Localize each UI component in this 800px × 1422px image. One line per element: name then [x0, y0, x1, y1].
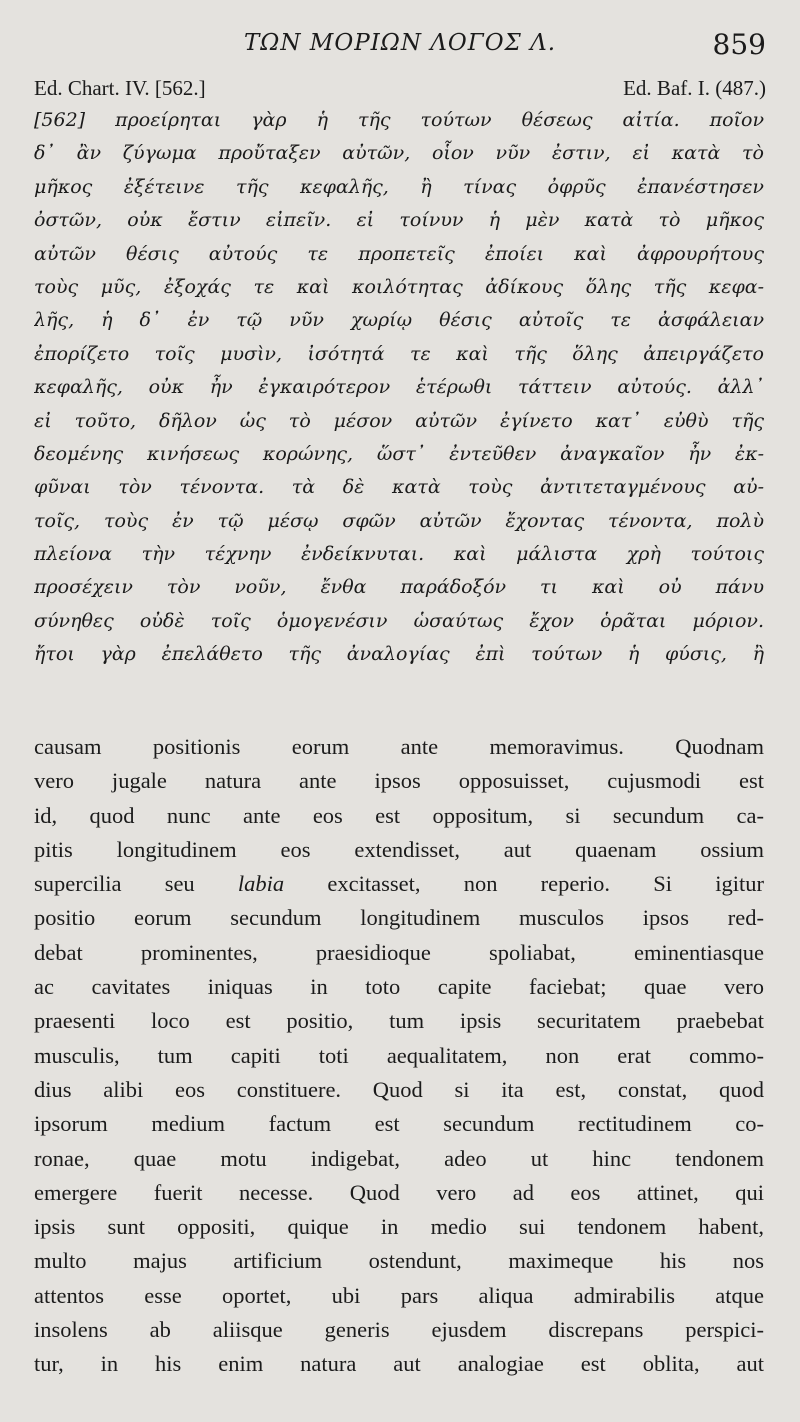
latin-line: ac cavitates iniquas in toto capite faciebat; quae vero: [34, 974, 764, 1000]
greek-line: φῦναι τὸν τένοντα. τὰ δὲ κατὰ τοὺς ἀντιτεταγμένους αὐ-: [34, 476, 764, 499]
running-title: ΤΩΝ ΜΟΡΙΩΝ ΛΟΓΟΣ Λ.: [243, 30, 557, 56]
greek-line: ὀστῶν, οὐκ ἔστιν εἰπεῖν. εἰ τοίνυν ἡ μὲν κατὰ τὸ μῆκος: [34, 209, 764, 232]
latin-line: praesenti loco est positio, tum ipsis securitatem praebebat: [34, 1008, 764, 1034]
greek-line: αὐτῶν θέσις αὐτούς τε προπετεῖς ἐποίει καὶ ἀφρουρήτους: [34, 242, 764, 265]
page-header: [0, 26, 800, 66]
greek-text-block: [34, 104, 764, 672]
edition-chart-reference: Ed. Chart. IV. [562.]: [34, 76, 206, 100]
latin-line: musculis, tum capiti toti aequalitatem, non erat commo-: [34, 1042, 764, 1068]
latin-line: supercilia seu labia excitasset, non reperio. Si igitur: [34, 871, 764, 897]
latin-line: ronae, quae motu indigebat, adeo ut hinc tendonem: [34, 1145, 764, 1171]
italic-word: labia: [237, 871, 285, 897]
latin-line: tur, in his enim natura aut analogiae est oblita, aut: [34, 1351, 764, 1377]
latin-line: ipsorum medium factum est secundum rectitudinem co-: [34, 1111, 764, 1137]
greek-line: εἰ τοῦτο, δῆλον ὡς τὸ μέσον αὐτῶν ἐγίνετο κατ᾽ εὐθὺ τῆς: [34, 409, 764, 432]
greek-line: ἐπορίζετο τοῖς μυσὶν, ἰσότητά τε καὶ τῆς ὅλης ἀπειργάζετο: [34, 342, 764, 365]
edition-references: [34, 76, 766, 102]
latin-line: dius alibi eos constituere. Quod si ita est, constat, quod: [34, 1076, 764, 1102]
greek-line: προσέχειν τὸν νοῦν, ἔνθα παράδοξόν τι καὶ οὐ πάνυ: [34, 576, 764, 599]
page-number: 859: [712, 28, 766, 61]
latin-line: positio eorum secundum longitudinem musculos ipsos red-: [34, 905, 764, 931]
latin-line: causam positionis eorum ante memoravimus. Quodnam: [34, 734, 764, 759]
greek-line: δ᾽ ἂν ζύγωμα προὔταξεν αὐτῶν, οἷον νῦν ἐστιν, εἰ κατὰ τὸ: [34, 142, 764, 165]
latin-line: insolens ab aliisque generis ejusdem discrepans perspici-: [34, 1317, 764, 1343]
greek-line: σύνηθες οὐδὲ τοῖς ὁμογενέσιν ὡσαύτως ἔχον ὁρᾶται μόριον.: [34, 609, 764, 632]
edition-basel-reference: Ed. Baf. I. (487.): [623, 76, 766, 100]
greek-line: ἤτοι γὰρ ἐπελάθετο τῆς ἀναλογίας ἐπὶ τούτων ἡ φύσις, ἢ: [34, 643, 764, 666]
latin-line: multo majus artificium ostendunt, maximeque his nos: [34, 1248, 764, 1274]
greek-line: κεφαλῆς, οὐκ ἦν ἐγκαιρότερον ἑτέρωθι τάττειν αὐτούς. ἀλλ᾽: [34, 376, 764, 399]
greek-line: τοῖς, τοὺς ἐν τῷ μέσῳ σφῶν αὐτῶν ἔχοντας τένοντα, πολὺ: [34, 509, 764, 532]
latin-line: id, quod nunc ante eos est oppositum, si secundum ca-: [34, 802, 764, 828]
latin-line: debat prominentes, praesidioque spoliabat, eminentiasque: [34, 939, 764, 965]
greek-line: μῆκος ἐξέτεινε τῆς κεφαλῆς, ἢ τίνας ὀφρῦς ἐπανέστησεν: [34, 175, 764, 198]
latin-line: vero jugale natura ante ipsos opposuisset, cujusmodi est: [34, 768, 764, 794]
latin-text-block: [34, 730, 764, 1382]
greek-line: [562] προείρηται γὰρ ἡ τῆς τούτων θέσεως αἰτία. ποῖον: [34, 109, 764, 131]
latin-line: attentos esse oportet, ubi pars aliqua admirabilis atque: [34, 1282, 764, 1308]
greek-line: λῆς, ἡ δ᾽ ἐν τῷ νῦν χωρίῳ θέσις αὐτοῖς τε ἀσφάλειαν: [34, 309, 764, 332]
latin-line: emergere fuerit necesse. Quod vero ad eos attinet, qui: [34, 1179, 764, 1205]
latin-line: ipsis sunt oppositi, quique in medio sui tendonem habent,: [34, 1214, 764, 1240]
greek-line: τοὺς μῦς, ἐξοχάς τε καὶ κοιλότητας ἀδίκους ὅλης τῆς κεφα-: [34, 275, 764, 298]
greek-line: δεομένης κινήσεως κορώνης, ὥστ᾽ ἐντεῦθεν ἀναγκαῖον ἦν ἐκ-: [34, 442, 764, 465]
greek-line: πλείονα τὴν τέχνην ἐνδείκνυται. καὶ μάλιστα χρὴ τούτοις: [34, 543, 764, 566]
latin-line: pitis longitudinem eos extendisset, aut quaenam ossium: [34, 836, 764, 862]
